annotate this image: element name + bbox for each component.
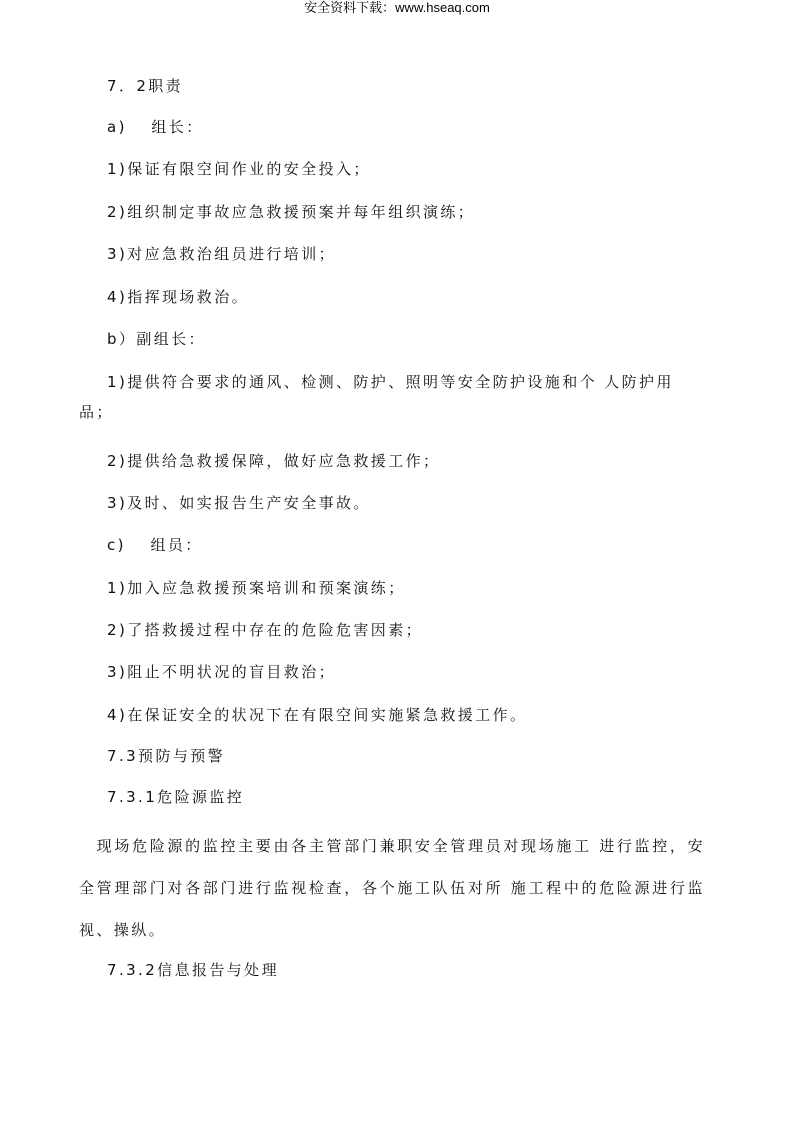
list-item: 4)在保证安全的状况下在有限空间实施紧急救援工作。 [107,706,528,724]
list-item: 2)提供给急救援保障，做好应急救援工作； [107,452,441,470]
list-item: 3)及时、如实报告生产安全事故。 [107,494,371,512]
list-item-continuation: 品； [79,403,114,421]
list-item: 2)了搭救援过程中存在的危险危害因素； [107,621,423,639]
list-item: 3)对应急救治组员进行培训； [107,245,336,263]
section-heading-7-2: 7．2职责 [107,77,184,95]
page-header: 安全资料下载：www.hseaq.com [304,0,490,15]
subsection-heading-7-3-1: 7.3.1危险源监控 [107,788,245,806]
section-heading-7-3: 7.3预防与预警 [107,747,226,765]
body-paragraph: 现场危险源的监控主要由各主管部门兼职安全管理员对现场施工 进行监控，安全管理部门对各部门进行监视检查，各个施工队伍对所 施工程中的危险源进行监视、操纵。 [79,837,705,939]
list-item: 1)加入应急救援预案培训和预案演练； [107,579,406,597]
list-item: 4)指挥现场救治。 [107,288,249,306]
list-item: 1)提供符合要求的通风、检测、防护、照明等安全防护设施和个 人防护用 [107,373,674,391]
role-heading-deputy: b）副组长： [107,330,206,348]
role-heading-leader: a) 组长： [107,118,204,136]
list-item: 2)组织制定事故应急救援预案并每年组织演练； [107,203,476,221]
list-item: 1)保证有限空间作业的安全投入； [107,160,371,178]
subsection-heading-7-3-2: 7.3.2信息报告与处理 [107,961,279,979]
list-item: 3)阻止不明状况的盲目救治； [107,663,336,681]
role-heading-member: c) 组员： [107,536,203,554]
